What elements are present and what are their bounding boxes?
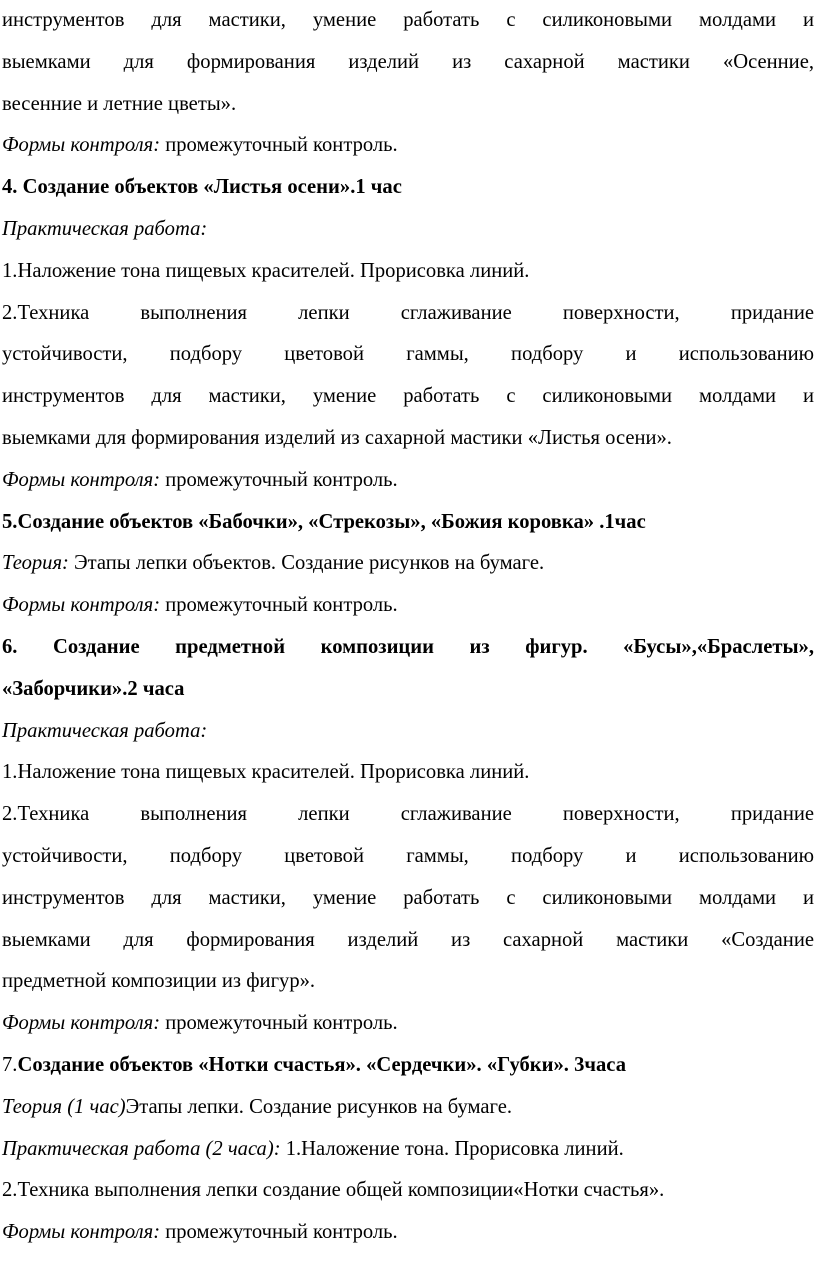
italic-label: Формы контроля: — [2, 134, 161, 157]
paragraph-line: выемками для формирования изделий из сахарной мастики «Осенние, — [2, 50, 814, 73]
paragraph-line: 1.Наложение тона пищевых красителей. Прорисовка линий. — [2, 761, 530, 784]
section-number: 7. — [2, 1053, 18, 1076]
section-heading-line: 4. Создание объектов «Листья осени».1 час — [2, 176, 402, 199]
italic-label: Формы контроля: — [2, 1012, 161, 1035]
labeled-line — [2, 1129, 814, 1171]
labeled-line — [2, 543, 814, 585]
italic-label: Формы контроля: — [2, 594, 161, 617]
paragraph-line: устойчивости, подбору цветовой гаммы, подбору и использованию — [2, 343, 814, 366]
italic-label: Формы контроля: — [2, 1221, 161, 1244]
label-text: промежуточный контроль. — [160, 594, 398, 617]
section-heading-line: 6. Создание предметной композиции из фигур. «Бусы»,«Браслеты», — [2, 635, 814, 658]
italic-label: Практическая работа (2 часа): — [2, 1137, 281, 1160]
labeled-line — [2, 460, 814, 502]
label-text: Этапы лепки объектов. Создание рисунков на бумаге. — [68, 552, 545, 575]
paragraph-line: устойчивости, подбору цветовой гаммы, подбору и использованию — [2, 844, 814, 867]
paragraph-line: 2.Техника выполнения лепки сглаживание поверхности, придание — [2, 301, 814, 324]
italic-label: Формы контроля: — [2, 468, 161, 491]
paragraph-line: 1.Наложение тона пищевых красителей. Прорисовка линий. — [2, 259, 530, 282]
label-text: промежуточный контроль. — [160, 468, 398, 491]
italic-label-line: Практическая работа: — [2, 217, 208, 240]
paragraph-line: инструментов для мастики, умение работать с силиконовыми молдами и — [2, 9, 814, 31]
paragraph-line: 2.Техника выполнения лепки сглаживание поверхности, придание — [2, 803, 814, 826]
paragraph-line: 2.Техника выполнения лепки создание общей композиции«Нотки счастья». — [2, 1179, 665, 1202]
paragraph-line: инструментов для мастики, умение работать с силиконовыми молдами и — [2, 886, 814, 909]
labeled-line — [2, 1003, 814, 1045]
labeled-line — [2, 585, 814, 627]
paragraph-line: предметной композиции из фигур». — [2, 970, 316, 993]
labeled-line — [2, 125, 814, 167]
paragraph-line: выемками для формирования изделий из сахарной мастики «Создание — [2, 928, 814, 951]
paragraph-line: выемками для формирования изделий из сахарной мастики «Листья осени». — [2, 426, 672, 449]
paragraph-line: инструментов для мастики, умение работать с силиконовыми молдами и — [2, 385, 814, 408]
section-heading-line: 5.Создание объектов «Бабочки», «Стрекозы», «Божия коровка» .1час — [2, 510, 646, 533]
labeled-line — [2, 1087, 814, 1129]
label-text: 1.Наложение тона. Прорисовка линий. — [280, 1137, 624, 1160]
section-title: Создание объектов «Нотки счастья». «Сердечки». «Губки». 3часа — [17, 1053, 626, 1076]
italic-label: Теория (1 час) — [2, 1095, 126, 1118]
label-text: промежуточный контроль. — [160, 1221, 398, 1244]
paragraph-line: весенние и летние цветы». — [2, 92, 237, 115]
section-heading-line — [2, 1045, 814, 1087]
section-heading-line: «Заборчики».2 часа — [2, 677, 185, 700]
label-text: промежуточный контроль. — [160, 134, 398, 157]
italic-label-line: Практическая работа: — [2, 719, 208, 742]
italic-label: Теория: — [2, 552, 69, 575]
label-text: Этапы лепки. Создание рисунков на бумаге. — [125, 1095, 513, 1118]
label-text: промежуточный контроль. — [160, 1012, 398, 1035]
labeled-line — [2, 1212, 814, 1254]
